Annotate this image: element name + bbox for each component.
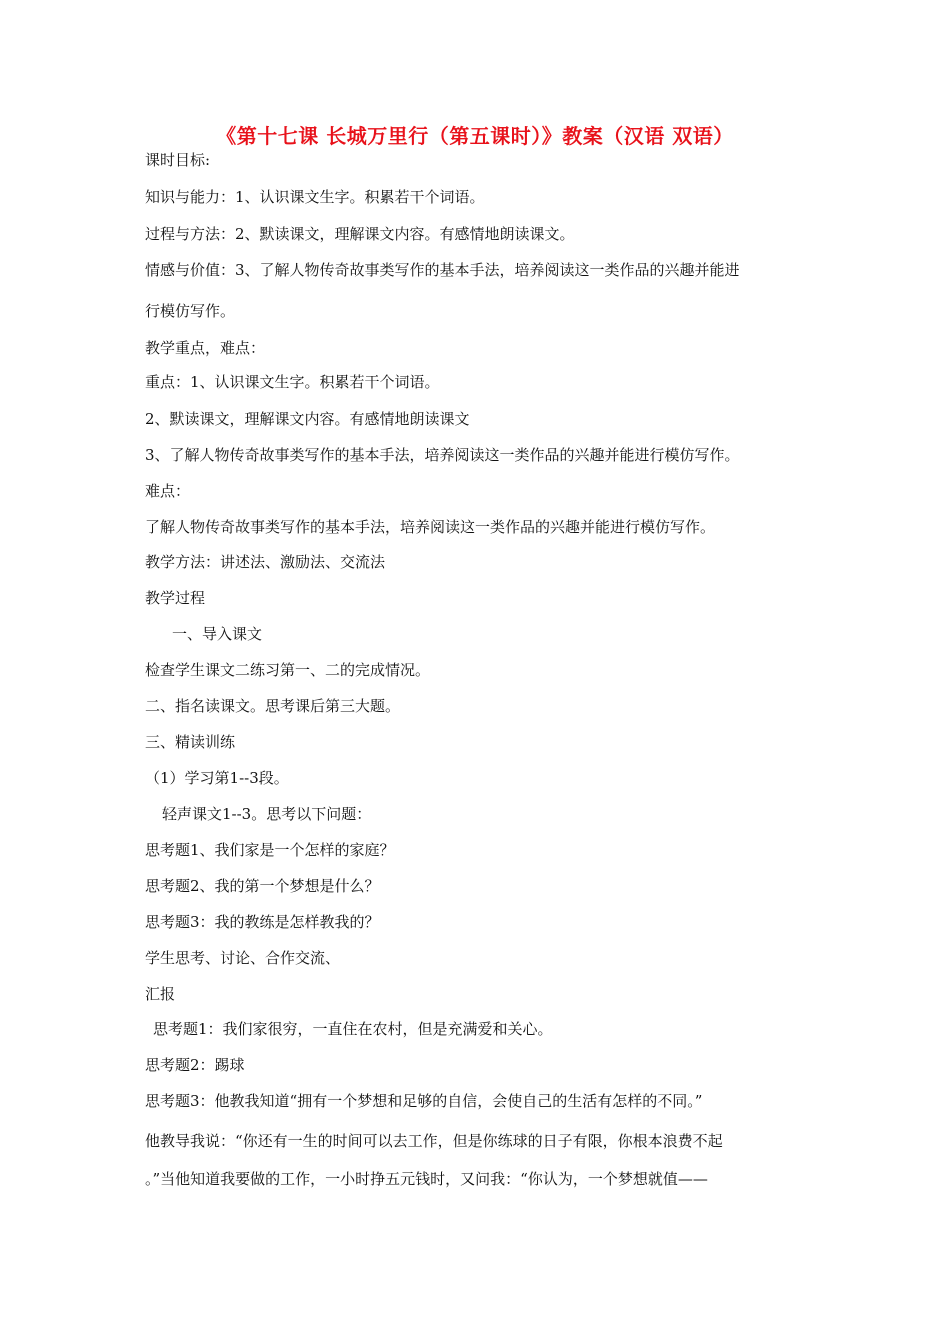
text-line: 。”当他知道我要做的工作，一小时挣五元钱时，又问我：“你认为，一个梦想就值—— (145, 1170, 708, 1188)
text-line: 思考题2：踢球 (145, 1056, 245, 1074)
document-title: 《第十七课 长城万里行（第五课时）》教案（汉语 双语） (216, 124, 734, 148)
text-line: 思考题3：他教我知道“拥有一个梦想和足够的自信，会使自己的生活有怎样的不同。” (145, 1092, 703, 1110)
text-line: 思考题1：我们家很穷，一直住在农村，但是充满爱和关心。 (153, 1020, 553, 1038)
text-line: 一、导入课文 (172, 625, 263, 643)
text-line: 教学方法：讲述法、激励法、交流法 (145, 553, 386, 571)
text-line: 情感与价值：3、了解人物传奇故事类写作的基本手法，培养阅读这一类作品的兴趣并能进 (145, 261, 740, 279)
text-line: 汇报 (145, 985, 176, 1003)
text-line: 2、默读课文，理解课文内容。有感情地朗读课文 (145, 410, 470, 428)
text-line: 二、指名读课文。思考课后第三大题。 (145, 697, 401, 715)
text-line: 重点：1、认识课文生字。积累若干个词语。 (145, 373, 440, 391)
text-line: 三、精读训练 (145, 733, 236, 751)
text-line: 知识与能力：1、认识课文生字。积累若干个词语。 (145, 188, 485, 206)
text-line: 轻声课文1--3。思考以下问题： (162, 805, 372, 823)
text-line: 思考题3：我的教练是怎样教我的？ (145, 913, 380, 931)
text-line: 3、了解人物传奇故事类写作的基本手法，培养阅读这一类作品的兴趣并能进行模仿写作。 (145, 446, 740, 464)
text-line: 过程与方法：2、默读课文，理解课文内容。有感情地朗读课文。 (145, 225, 575, 243)
text-line: 教学重点，难点： (145, 339, 266, 357)
text-line: 学生思考、讨论、合作交流、 (145, 949, 341, 967)
text-line: 了解人物传奇故事类写作的基本手法，培养阅读这一类作品的兴趣并能进行模仿写作。 (145, 518, 716, 536)
text-line: 思考题2、我的第一个梦想是什么？ (145, 877, 380, 895)
text-line: 行模仿写作。 (145, 302, 236, 320)
text-line: 难点： (145, 482, 191, 500)
text-line: 课时目标: (145, 151, 211, 169)
text-line: 思考题1、我们家是一个怎样的家庭？ (145, 841, 395, 859)
text-line: （1）学习第1--3段。 (145, 769, 289, 787)
text-line: 检查学生课文二练习第一、二的完成情况。 (145, 661, 431, 679)
text-line: 教学过程 (145, 589, 206, 607)
text-line: 他教导我说：“你还有一生的时间可以去工作，但是你练球的日子有限，你根本浪费不起 (145, 1132, 723, 1150)
